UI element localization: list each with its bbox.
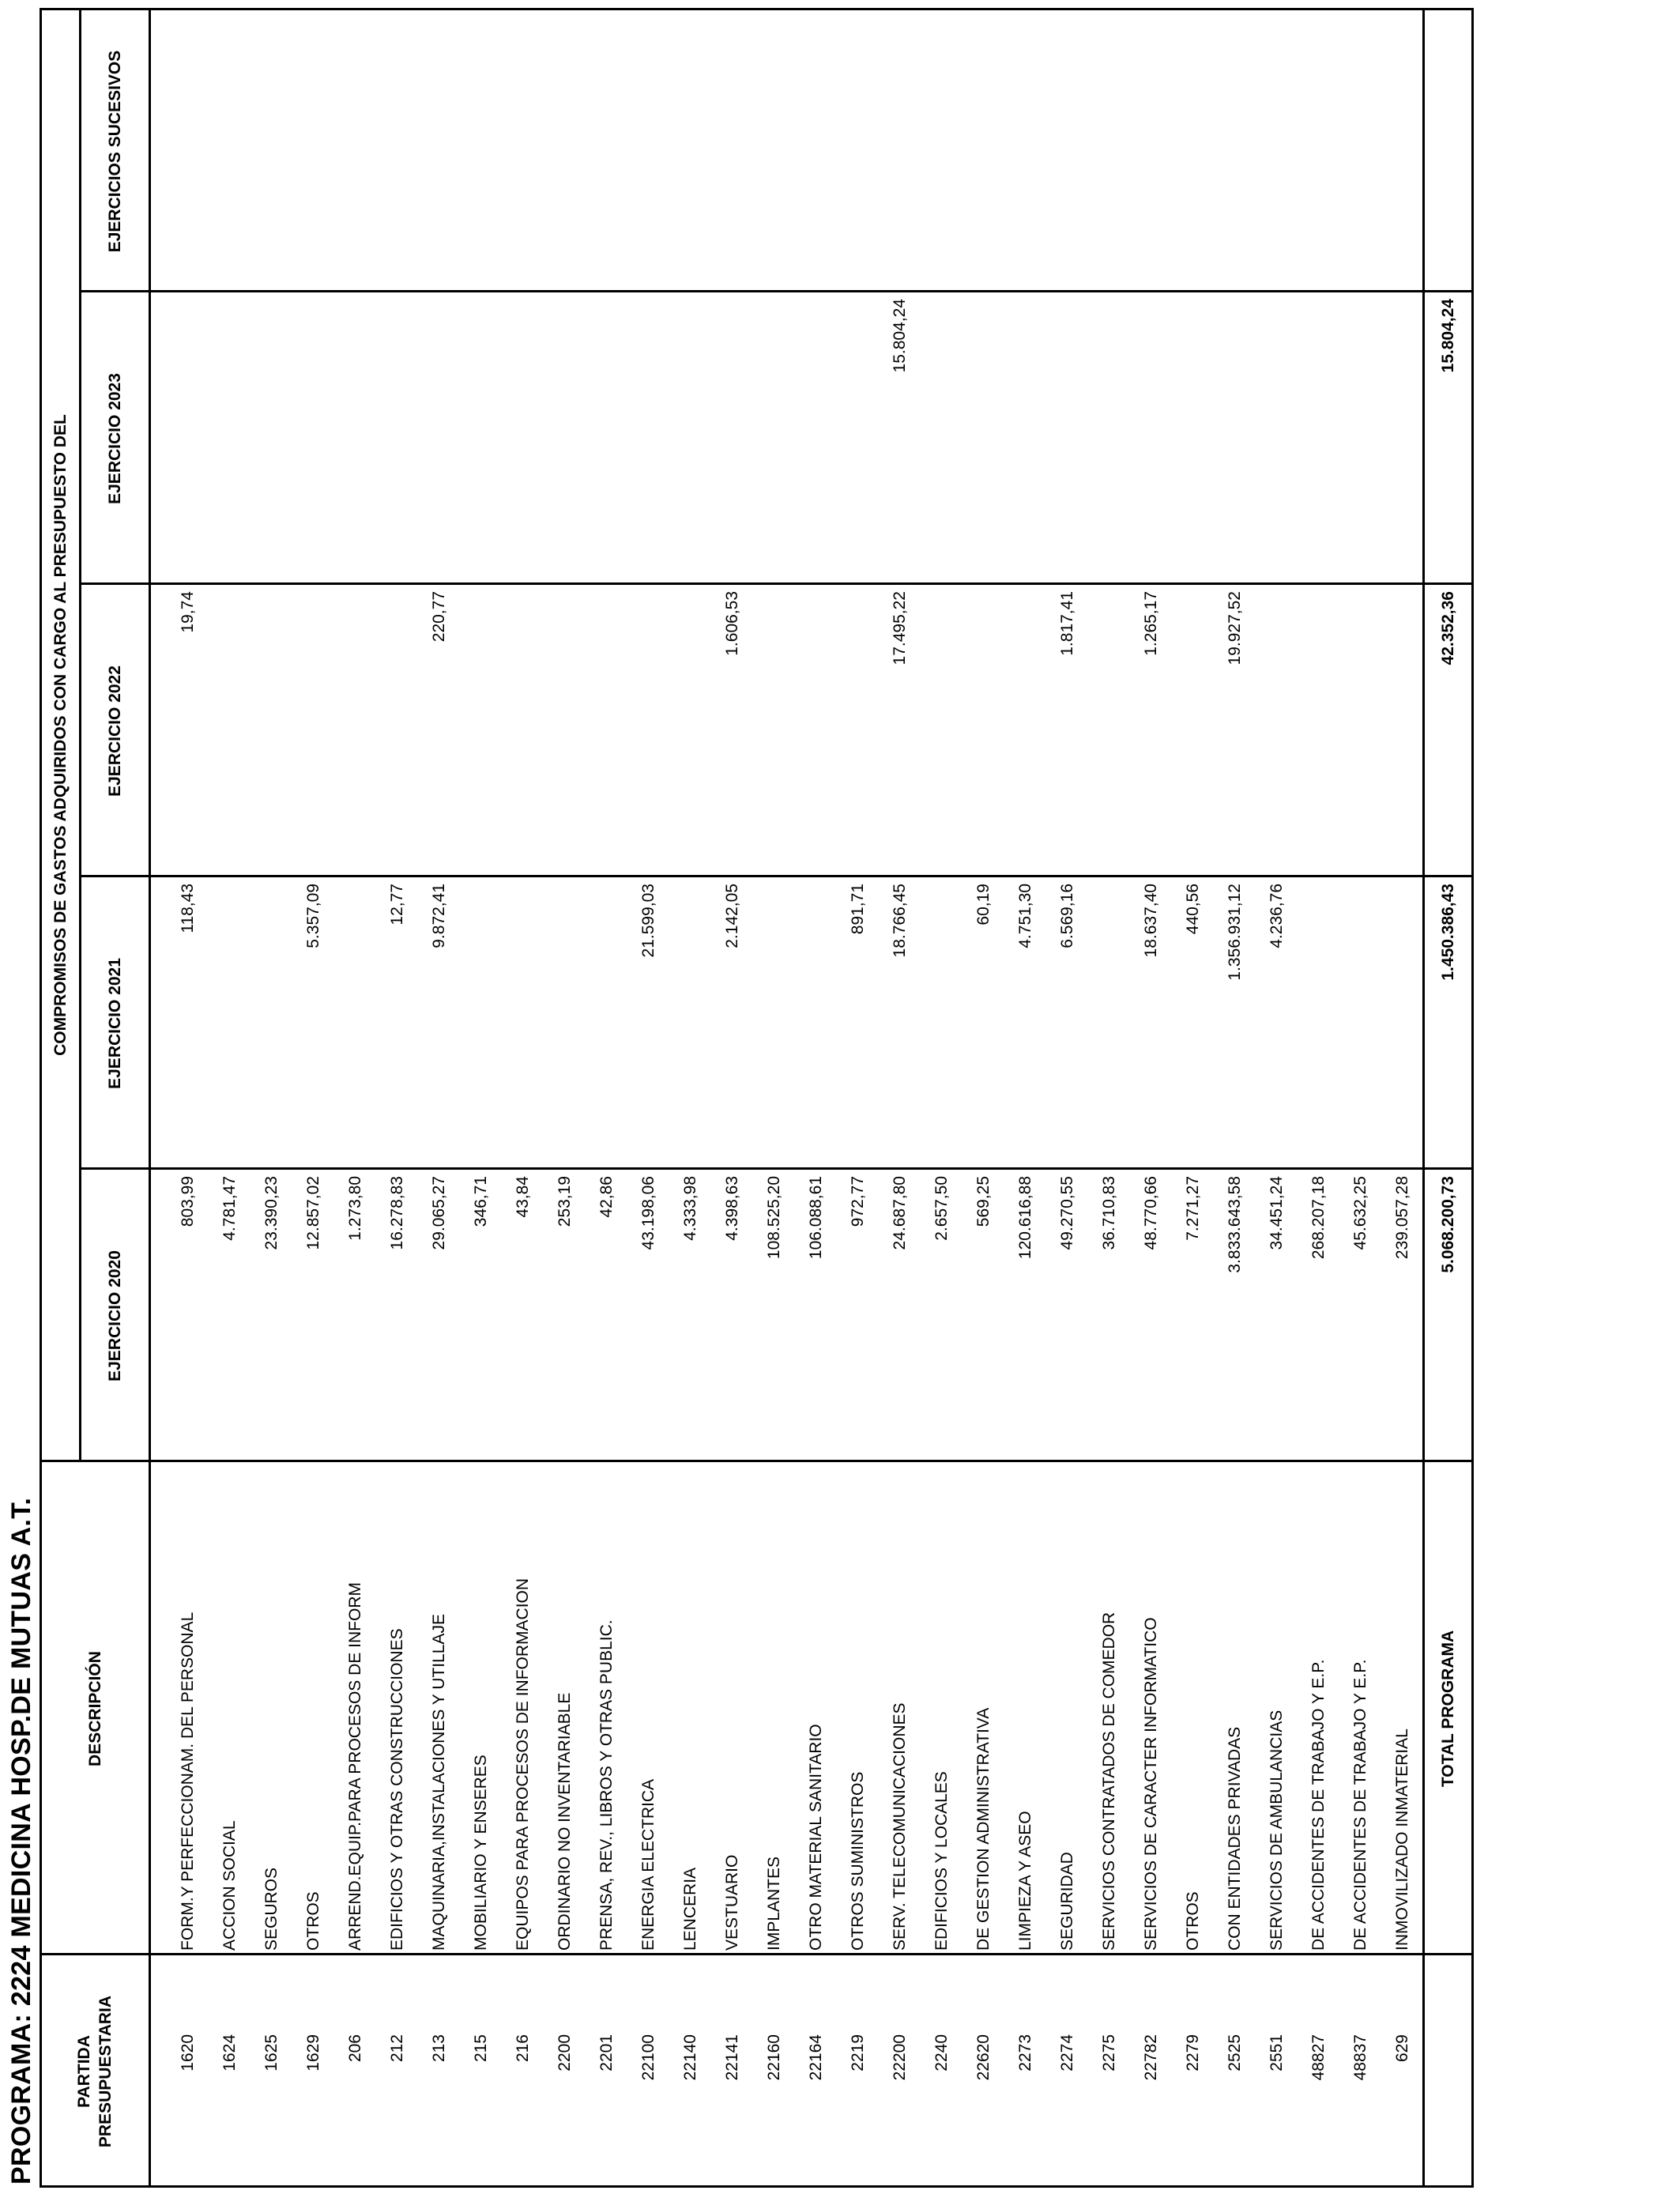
row-value-2021: 2.142,05 bbox=[723, 884, 741, 948]
row-value-2020: 42,86 bbox=[597, 1176, 616, 1218]
header-ejercicio-2023: EJERCICIO 2023 bbox=[105, 373, 124, 504]
row-value-sucesivos bbox=[168, 17, 208, 292]
row-value-2020: 48.770,66 bbox=[1142, 1176, 1160, 1250]
header-compromisos-group: COMPROMISOS DE GASTOS ADQUIRIDOS CON CARGO AL PRESUPUESTO DEL bbox=[51, 414, 70, 1056]
row-description: SERVICIOS DE AMBULANCIAS bbox=[1268, 1710, 1286, 1951]
row-value-2022 bbox=[755, 591, 794, 877]
row-value-2021 bbox=[797, 884, 836, 1170]
row-value-2023 bbox=[964, 299, 1004, 585]
row-value-2023 bbox=[503, 299, 543, 585]
row-description: MAQUINARIA,INSTALACIONES Y UTILLAJE bbox=[430, 1614, 448, 1951]
row-code: 2525 bbox=[1226, 2034, 1244, 2071]
row-description: OTROS SUMINISTROS bbox=[849, 1771, 867, 1951]
row-description: LENCERIA bbox=[681, 1867, 699, 1951]
row-code: 22200 bbox=[891, 2034, 909, 2081]
row-value-2023 bbox=[1090, 299, 1129, 585]
row-description: ACCION SOCIAL bbox=[220, 1820, 239, 1951]
row-description: DE GESTION ADMINISTRATIVA bbox=[974, 1707, 993, 1951]
row-value-sucesivos bbox=[880, 17, 920, 292]
row-value-2022 bbox=[838, 591, 878, 877]
row-value-2021: 18.637,40 bbox=[1142, 884, 1160, 958]
row-value-2021: 118,43 bbox=[179, 884, 197, 933]
row-value-2022: 1.606,53 bbox=[723, 591, 741, 656]
row-value-sucesivos bbox=[713, 17, 752, 292]
row-value-2023 bbox=[1215, 299, 1255, 585]
header-ejercicios-sucesivos: EJERCICIOS SUCESIVOS bbox=[105, 50, 124, 253]
header-partida-line1: PARTIDA bbox=[75, 2035, 93, 2108]
row-value-2021: 12,77 bbox=[388, 884, 406, 925]
row-description: FORM.Y PERFECCIONAM. DEL PERSONAL bbox=[179, 1612, 197, 1951]
row-code: 22141 bbox=[723, 2034, 741, 2081]
header-bottom-rule bbox=[149, 8, 151, 2188]
row-value-sucesivos bbox=[1006, 17, 1045, 292]
row-value-2021: 5.357,09 bbox=[304, 884, 322, 948]
row-code: 212 bbox=[388, 2034, 406, 2063]
row-value-2020: 346,71 bbox=[472, 1176, 490, 1227]
row-value-2023 bbox=[1257, 299, 1297, 585]
total-2021: 1.450.386,43 bbox=[1439, 884, 1457, 981]
row-value-2020: 972,77 bbox=[849, 1176, 867, 1227]
row-value-2022: 19,74 bbox=[179, 591, 197, 633]
row-code: 1624 bbox=[220, 2034, 239, 2071]
row-description: SEGUROS bbox=[262, 1867, 281, 1951]
row-description: VESTUARIO bbox=[723, 1854, 741, 1951]
row-value-2020: 2.657,50 bbox=[932, 1176, 951, 1241]
row-value-2020: 49.270,55 bbox=[1058, 1176, 1076, 1250]
row-value-2023 bbox=[545, 299, 585, 585]
row-value-2020: 7.271,27 bbox=[1184, 1176, 1202, 1241]
total-2020: 5.068.200,73 bbox=[1439, 1176, 1457, 1273]
row-description: INMOVILIZADO INMATERIAL bbox=[1393, 1728, 1411, 1951]
row-code: 2273 bbox=[1016, 2034, 1034, 2071]
row-value-2023 bbox=[922, 299, 962, 585]
row-value-2022 bbox=[1006, 591, 1045, 877]
row-value-2020: 4.398,63 bbox=[723, 1176, 741, 1241]
row-value-sucesivos bbox=[1048, 17, 1087, 292]
row-value-2020: 106.088,61 bbox=[807, 1176, 825, 1260]
row-value-2021 bbox=[1090, 884, 1129, 1170]
row-value-sucesivos bbox=[671, 17, 710, 292]
row-value-2023 bbox=[838, 299, 878, 585]
row-value-2022 bbox=[294, 591, 333, 877]
row-value-2022: 1.817,41 bbox=[1058, 591, 1076, 656]
row-value-2021 bbox=[545, 884, 585, 1170]
row-code: 22140 bbox=[681, 2034, 699, 2081]
row-value-sucesivos bbox=[797, 17, 836, 292]
row-description: LIMPIEZA Y ASEO bbox=[1016, 1811, 1034, 1951]
row-value-2020: 803,99 bbox=[179, 1176, 197, 1227]
row-code: 629 bbox=[1393, 2034, 1411, 2063]
row-value-sucesivos bbox=[1299, 17, 1339, 292]
total-label: TOTAL PROGRAMA bbox=[1439, 1630, 1457, 1788]
row-value-sucesivos bbox=[1132, 17, 1171, 292]
row-description: SEGURIDAD bbox=[1058, 1852, 1076, 1951]
row-value-sucesivos bbox=[461, 17, 501, 292]
row-value-2021: 9.872,41 bbox=[430, 884, 448, 948]
row-value-2022 bbox=[1299, 591, 1339, 877]
row-value-2022 bbox=[964, 591, 1004, 877]
row-value-2022 bbox=[1383, 591, 1422, 877]
row-code: 22782 bbox=[1142, 2034, 1160, 2081]
row-value-2022 bbox=[336, 591, 375, 877]
row-value-2023 bbox=[252, 299, 292, 585]
row-code: 48837 bbox=[1351, 2034, 1369, 2081]
header-ejercicio-2022: EJERCICIO 2022 bbox=[105, 665, 124, 797]
row-code: 2275 bbox=[1100, 2034, 1118, 2071]
row-value-2023 bbox=[294, 299, 333, 585]
header-ejercicio-2021: EJERCICIO 2021 bbox=[105, 958, 124, 1089]
row-value-2021 bbox=[755, 884, 794, 1170]
row-value-2022 bbox=[671, 591, 710, 877]
row-value-2020: 120.616,88 bbox=[1016, 1176, 1034, 1260]
row-value-sucesivos bbox=[210, 17, 250, 292]
row-value-2021: 4.751,30 bbox=[1016, 884, 1034, 948]
row-description: EDIFICIOS Y LOCALES bbox=[932, 1771, 951, 1951]
row-value-2021 bbox=[210, 884, 250, 1170]
row-value-sucesivos bbox=[336, 17, 375, 292]
row-value-2021 bbox=[461, 884, 501, 1170]
row-value-sucesivos bbox=[964, 17, 1004, 292]
row-description: SERVICIOS CONTRATADOS DE COMEDOR bbox=[1100, 1612, 1118, 1951]
row-description: ENERGIA ELECTRICA bbox=[639, 1778, 657, 1951]
row-value-2021: 440,56 bbox=[1184, 884, 1202, 935]
row-value-sucesivos bbox=[1257, 17, 1297, 292]
row-value-2023 bbox=[1299, 299, 1339, 585]
row-value-sucesivos bbox=[755, 17, 794, 292]
row-value-2022 bbox=[1173, 591, 1213, 877]
row-description: OTRO MATERIAL SANITARIO bbox=[807, 1724, 825, 1951]
row-value-2021 bbox=[671, 884, 710, 1170]
row-value-2022: 220,77 bbox=[430, 591, 448, 643]
row-value-2023 bbox=[168, 299, 208, 585]
row-value-2020: 268.207,18 bbox=[1309, 1176, 1328, 1260]
row-value-2023 bbox=[1006, 299, 1045, 585]
row-value-2023 bbox=[1341, 299, 1381, 585]
row-value-2023 bbox=[713, 299, 752, 585]
row-code: 22160 bbox=[765, 2034, 783, 2081]
row-value-2021: 6.569,16 bbox=[1058, 884, 1076, 948]
row-value-2021: 60,19 bbox=[974, 884, 993, 925]
row-value-2020: 4.781,47 bbox=[220, 1176, 239, 1241]
page-title: PROGRAMA: 2224 MEDICINA HOSP.DE MUTUAS A.T. bbox=[6, 1497, 36, 2185]
row-code: 206 bbox=[346, 2034, 364, 2063]
row-value-sucesivos bbox=[252, 17, 292, 292]
row-description: ORDINARIO NO INVENTARIABLE bbox=[556, 1692, 574, 1951]
col-rule-1 bbox=[40, 1953, 1474, 1955]
row-value-sucesivos bbox=[378, 17, 417, 292]
row-value-2022 bbox=[503, 591, 543, 877]
row-value-2021 bbox=[503, 884, 543, 1170]
row-value-sucesivos bbox=[629, 17, 669, 292]
row-value-2022 bbox=[1090, 591, 1129, 877]
row-code: 2551 bbox=[1268, 2034, 1286, 2071]
row-value-2020: 3.833.643,58 bbox=[1226, 1176, 1244, 1273]
row-value-2020: 34.451,24 bbox=[1268, 1176, 1286, 1250]
row-value-2021 bbox=[1299, 884, 1339, 1170]
row-code: 213 bbox=[430, 2034, 448, 2063]
row-code: 2240 bbox=[932, 2034, 951, 2071]
row-description: SERV. TELECOMUNICACIONES bbox=[891, 1702, 909, 1951]
row-description: PRENSA, REV., LIBROS Y OTRAS PUBLIC. bbox=[597, 1619, 616, 1951]
row-value-2023 bbox=[378, 299, 417, 585]
row-description: EDIFICIOS Y OTRAS CONSTRUCCIONES bbox=[388, 1628, 406, 1951]
row-value-2023 bbox=[1383, 299, 1422, 585]
row-value-2023 bbox=[1173, 299, 1213, 585]
row-code: 2201 bbox=[597, 2034, 616, 2071]
row-description: OTROS bbox=[1184, 1891, 1202, 1951]
header-partida-line2: PRESUPUESTARIA bbox=[96, 1995, 115, 2148]
row-code: 2200 bbox=[556, 2034, 574, 2071]
row-value-2021 bbox=[252, 884, 292, 1170]
row-value-2023 bbox=[1132, 299, 1171, 585]
row-code: 215 bbox=[472, 2034, 490, 2063]
row-value-2022: 17.495,22 bbox=[891, 591, 909, 665]
row-value-sucesivos bbox=[922, 17, 962, 292]
row-value-2022 bbox=[1341, 591, 1381, 877]
row-value-2022 bbox=[461, 591, 501, 877]
row-value-2020: 16.278,83 bbox=[388, 1176, 406, 1250]
row-value-2021: 891,71 bbox=[849, 884, 867, 935]
row-value-2021: 18.766,45 bbox=[891, 884, 909, 958]
row-value-2021 bbox=[922, 884, 962, 1170]
row-value-2020: 239.057,28 bbox=[1393, 1176, 1411, 1260]
row-code: 1620 bbox=[179, 2034, 197, 2071]
row-value-2020: 23.390,23 bbox=[262, 1176, 281, 1250]
row-value-sucesivos bbox=[838, 17, 878, 292]
row-value-sucesivos bbox=[503, 17, 543, 292]
row-value-2020: 43.198,06 bbox=[639, 1176, 657, 1250]
row-value-2023 bbox=[587, 299, 627, 585]
row-value-2020: 24.687,80 bbox=[891, 1176, 909, 1250]
row-code: 22100 bbox=[639, 2034, 657, 2081]
total-2023: 15.804,24 bbox=[1439, 299, 1457, 373]
row-value-2022 bbox=[252, 591, 292, 877]
table-right-border bbox=[40, 8, 1474, 10]
row-description: CON ENTIDADES PRIVADAS bbox=[1226, 1726, 1244, 1951]
row-value-2023 bbox=[420, 299, 459, 585]
total-2022: 42.352,36 bbox=[1439, 591, 1457, 665]
row-value-sucesivos bbox=[1383, 17, 1422, 292]
row-value-2023 bbox=[336, 299, 375, 585]
row-value-2023 bbox=[461, 299, 501, 585]
row-value-2020: 108.525,20 bbox=[765, 1176, 783, 1260]
row-description: OTROS bbox=[304, 1891, 322, 1951]
row-value-2022 bbox=[629, 591, 669, 877]
row-value-2023: 15.804,24 bbox=[891, 299, 909, 373]
row-value-2022 bbox=[922, 591, 962, 877]
row-value-2021: 4.236,76 bbox=[1268, 884, 1286, 948]
row-code: 1625 bbox=[262, 2034, 281, 2071]
row-value-2021 bbox=[1341, 884, 1381, 1170]
row-value-2020: 12.857,02 bbox=[304, 1176, 322, 1250]
row-description: IMPLANTES bbox=[765, 1856, 783, 1951]
row-value-2020: 4.333,98 bbox=[681, 1176, 699, 1241]
row-value-2022 bbox=[210, 591, 250, 877]
row-value-2023 bbox=[1048, 299, 1087, 585]
row-value-sucesivos bbox=[1090, 17, 1129, 292]
row-value-2021 bbox=[587, 884, 627, 1170]
total-sucesivos bbox=[1425, 17, 1472, 292]
row-value-2022 bbox=[797, 591, 836, 877]
row-code: 2219 bbox=[849, 2034, 867, 2071]
row-value-2021: 21.599,03 bbox=[639, 884, 657, 958]
row-value-2022 bbox=[587, 591, 627, 877]
row-description: EQUIPOS PARA PROCESOS DE INFORMACION bbox=[514, 1578, 532, 1951]
row-code: 22620 bbox=[974, 2034, 993, 2081]
row-code: 48827 bbox=[1309, 2034, 1328, 2081]
row-value-2020: 36.710,83 bbox=[1100, 1176, 1118, 1250]
row-code: 216 bbox=[514, 2034, 532, 2063]
row-value-2020: 253,19 bbox=[556, 1176, 574, 1227]
row-value-2020: 569,25 bbox=[974, 1176, 993, 1227]
row-value-2022: 19.927,52 bbox=[1226, 591, 1244, 665]
row-value-2022: 1.265,17 bbox=[1142, 591, 1160, 656]
row-value-sucesivos bbox=[587, 17, 627, 292]
row-value-sucesivos bbox=[1173, 17, 1213, 292]
row-value-2023 bbox=[797, 299, 836, 585]
row-value-2022 bbox=[378, 591, 417, 877]
row-value-2020: 43,84 bbox=[514, 1176, 532, 1218]
row-value-2022 bbox=[545, 591, 585, 877]
row-code: 1629 bbox=[304, 2034, 322, 2071]
row-value-2023 bbox=[671, 299, 710, 585]
row-code: 2279 bbox=[1184, 2034, 1202, 2071]
row-value-2020: 45.632,25 bbox=[1351, 1176, 1369, 1250]
row-value-2022 bbox=[1257, 591, 1297, 877]
row-code: 22164 bbox=[807, 2034, 825, 2081]
row-value-2021: 1.356.931,12 bbox=[1226, 884, 1244, 981]
row-value-2021 bbox=[336, 884, 375, 1170]
row-description: DE ACCIDENTES DE TRABAJO Y E.P. bbox=[1309, 1659, 1328, 1951]
row-value-sucesivos bbox=[1215, 17, 1255, 292]
header-ejercicio-2020: EJERCICIO 2020 bbox=[105, 1250, 124, 1382]
header-descripcion: DESCRIPCIÓN bbox=[85, 1651, 104, 1766]
row-description: ARREND.EQUIP.PARA PROCESOS DE INFORM bbox=[346, 1582, 364, 1951]
row-value-2021 bbox=[1383, 884, 1422, 1170]
row-description: DE ACCIDENTES DE TRABAJO Y E.P. bbox=[1351, 1659, 1369, 1951]
row-description: SERVICIOS DE CARACTER INFORMATICO bbox=[1142, 1617, 1160, 1951]
row-value-sucesivos bbox=[294, 17, 333, 292]
row-value-2020: 29.065,27 bbox=[430, 1176, 448, 1250]
row-value-sucesivos bbox=[545, 17, 585, 292]
row-description: MOBILIARIO Y ENSERES bbox=[472, 1755, 490, 1951]
header-partida bbox=[41, 1955, 149, 2188]
row-value-sucesivos bbox=[420, 17, 459, 292]
row-value-2023 bbox=[210, 299, 250, 585]
row-value-2023 bbox=[629, 299, 669, 585]
row-code: 2274 bbox=[1058, 2034, 1076, 2071]
row-value-sucesivos bbox=[1341, 17, 1381, 292]
row-value-2023 bbox=[755, 299, 794, 585]
row-value-2020: 1.273,80 bbox=[346, 1176, 364, 1241]
